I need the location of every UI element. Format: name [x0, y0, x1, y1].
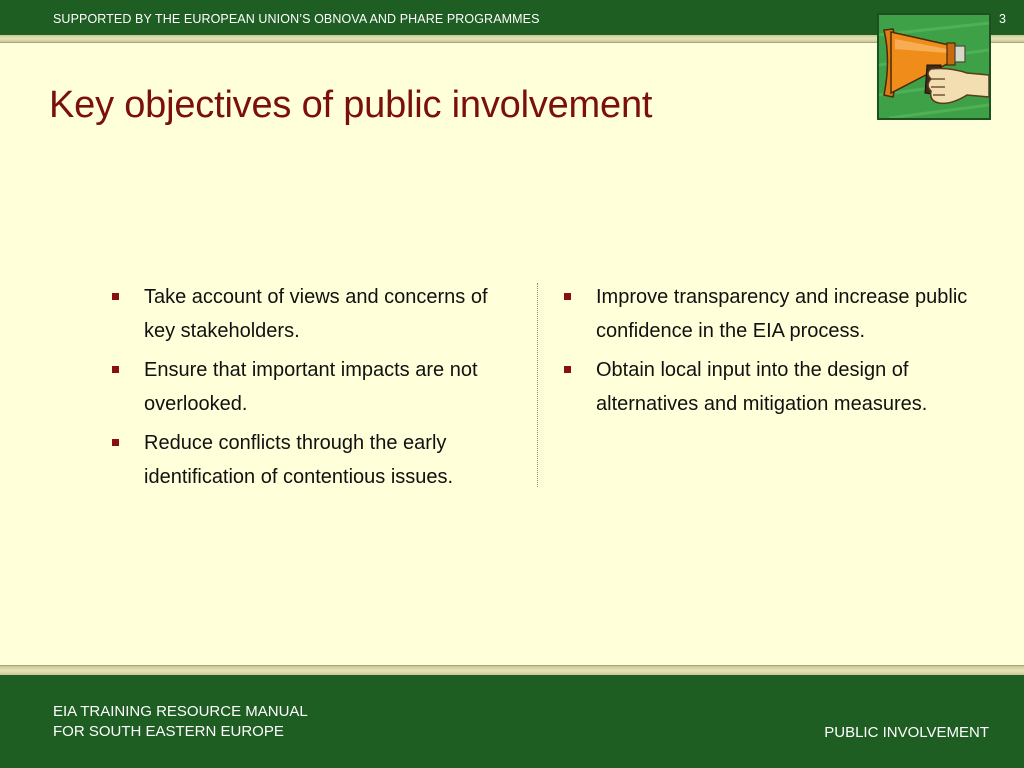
list-item [560, 353, 990, 421]
bullet-text: Improve transparency and increase public confidence in the EIA process. [596, 286, 968, 342]
square-bullet-icon [112, 439, 119, 446]
page-number: 3 [999, 12, 1006, 26]
column-divider [537, 283, 538, 487]
footer-stripe [0, 665, 1024, 675]
list-item [108, 426, 520, 494]
footer-line-2: FOR SOUTH EASTERN EUROPE [53, 723, 284, 740]
bullet-text: Ensure that important impacts are not overlooked. [144, 359, 478, 415]
square-bullet-icon [564, 293, 571, 300]
header-stripe [0, 35, 1024, 43]
megaphone-in-hand-icon [879, 15, 989, 118]
right-bullet-list [560, 280, 990, 426]
bullet-text: Obtain local input into the design of alternatives and mitigation measures. [596, 359, 928, 415]
footer-manual-title [53, 702, 308, 742]
list-item [108, 353, 520, 421]
slide-title: Key objectives of public involvement [49, 84, 653, 126]
header-text: SUPPORTED BY THE EUROPEAN UNION’S OBNOVA AND PHARE PROGRAMMES [53, 12, 540, 26]
square-bullet-icon [112, 293, 119, 300]
footer-section-name: PUBLIC INVOLVEMENT [824, 724, 989, 741]
list-item [108, 280, 520, 348]
footer-line-1: EIA TRAINING RESOURCE MANUAL [53, 703, 308, 720]
square-bullet-icon [564, 366, 571, 373]
list-item [560, 280, 990, 348]
bullet-text: Take account of views and concerns of key stakeholders. [144, 286, 488, 342]
bullet-text: Reduce conflicts through the early identification of contentious issues. [144, 432, 454, 488]
megaphone-logo [877, 13, 991, 120]
square-bullet-icon [112, 366, 119, 373]
left-bullet-list [108, 280, 520, 499]
